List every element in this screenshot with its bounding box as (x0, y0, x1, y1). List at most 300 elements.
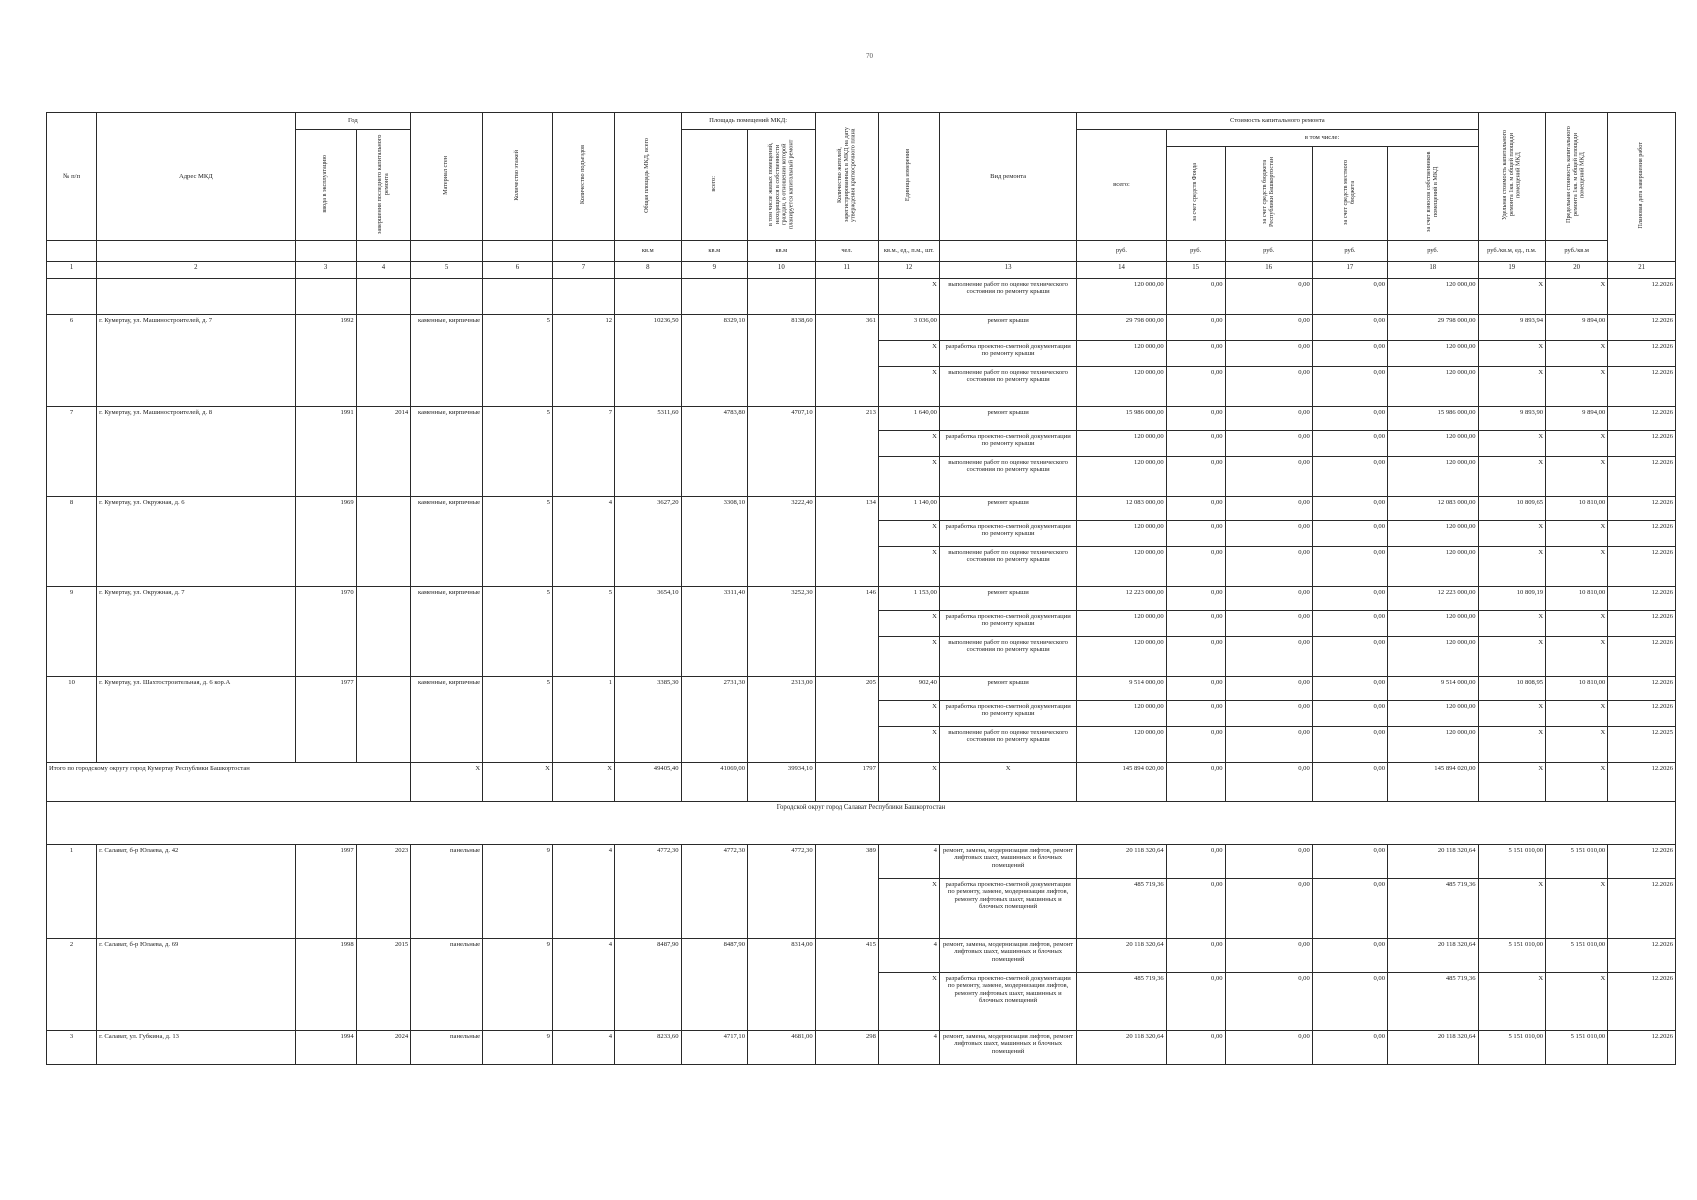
unit-cell: руб. (1312, 240, 1387, 261)
total-area: 5311,60 (615, 406, 682, 496)
unit-cost: X (1478, 762, 1546, 801)
limit-cost: 5 151 010,00 (1546, 844, 1608, 878)
entrances: 4 (552, 1030, 614, 1064)
limit-cost: X (1546, 278, 1608, 314)
year-built: 1998 (295, 938, 356, 1030)
x-mark: X (878, 878, 939, 938)
residents: 134 (815, 496, 878, 586)
address: г. Кумертау, ул. Машиностроителей, д. 7 (97, 314, 295, 406)
table-row (47, 314, 1676, 340)
col-header-work-type: Вид ремонта (939, 113, 1076, 241)
wall-material: панельные (411, 1030, 483, 1064)
cost-owners: 120 000,00 (1388, 340, 1479, 366)
work-type: разработка проектно-сметной документации по ремонту крыши (939, 610, 1076, 636)
cost-total: 145 894 020,00 (1077, 762, 1166, 801)
work-type: ремонт крыши (939, 406, 1076, 430)
cost-fund: 0,00 (1166, 366, 1225, 406)
premises-area: 3308,10 (681, 496, 748, 586)
limit-cost: X (1546, 878, 1608, 938)
total-area: 10236,50 (615, 314, 682, 406)
cost-total: 120 000,00 (1077, 340, 1166, 366)
section-row (47, 801, 1676, 844)
wall-material: каменные, кирпичные (411, 586, 483, 676)
wall-material: каменные, кирпичные (411, 676, 483, 762)
entrances: 4 (552, 496, 614, 586)
work-type: выполнение работ по оценке технического состояния по ремонту крыши (939, 726, 1076, 762)
wall-material: каменные, кирпичные (411, 406, 483, 496)
cost-local: 0,00 (1312, 938, 1387, 972)
cost-fund: 0,00 (1166, 938, 1225, 972)
cost-fund: 0,00 (1166, 636, 1225, 676)
cost-local: 0,00 (1312, 340, 1387, 366)
x-mark: X (878, 278, 939, 314)
cost-local: 0,00 (1312, 610, 1387, 636)
unit-cost: 10 809,19 (1478, 586, 1546, 610)
limit-cost: X (1546, 972, 1608, 1030)
cost-fund: 0,00 (1166, 676, 1225, 700)
deadline: 12.2026 (1608, 430, 1676, 456)
work-type: выполнение работ по оценке технического состояния по ремонту крыши (939, 456, 1076, 496)
unit-cost: X (1478, 278, 1546, 314)
col-header-local-budget: за счет средств местного бюджета (1342, 159, 1356, 225)
cost-total: 12 083 000,00 (1077, 496, 1166, 520)
year-built: 1997 (295, 844, 356, 938)
year-built: 1992 (295, 314, 356, 406)
area-for-repair: 4681,00 (748, 1030, 816, 1064)
cost-total: 485 719,36 (1077, 972, 1166, 1030)
limit-cost: 9 894,00 (1546, 406, 1608, 430)
table-row (47, 496, 1676, 520)
cost-rb: 0,00 (1225, 546, 1312, 586)
deadline: 12.2026 (1608, 496, 1676, 520)
col-header-fund: за счет средств Фонда (1191, 162, 1199, 222)
cost-owners: 120 000,00 (1388, 546, 1479, 586)
premises-area: 8329,10 (681, 314, 748, 406)
unit-cost: X (1478, 456, 1546, 496)
col-group-premises-area: Площадь помещений МКД: (681, 113, 815, 130)
entrances: 5 (552, 586, 614, 676)
col-header-entrances: Количество подъездов (579, 145, 587, 205)
col-header-residents: Количество жителей, зарегистрированных в МКД на дату утверждения краткосрочного плана (835, 127, 857, 223)
cost-owners: 15 986 000,00 (1388, 406, 1479, 430)
work-type: выполнение работ по оценке технического состояния по ремонту крыши (939, 546, 1076, 586)
area-for-repair: 4707,10 (748, 406, 816, 496)
cost-local: 0,00 (1312, 726, 1387, 762)
cost-owners: 12 223 000,00 (1388, 586, 1479, 610)
cost-total: 20 118 320,64 (1077, 938, 1166, 972)
work-type: ремонт крыши (939, 586, 1076, 610)
work-type: ремонт крыши (939, 496, 1076, 520)
year-last-repair (356, 314, 411, 406)
entrances: 4 (552, 938, 614, 1030)
floors: 9 (483, 1030, 553, 1064)
cost-owners: 145 894 020,00 (1388, 762, 1479, 801)
page-number: 70 (866, 52, 873, 60)
column-number: 1 (47, 261, 97, 278)
premises-area: 41069,00 (681, 762, 748, 801)
unit-cell: руб. (1388, 240, 1479, 261)
work-type: разработка проектно-сметной документации по ремонту крыши (939, 700, 1076, 726)
year-last-repair (356, 676, 411, 762)
quantity: 4 (878, 938, 939, 972)
work-type: разработка проектно-сметной документации по ремонту крыши (939, 430, 1076, 456)
column-number: 18 (1388, 261, 1479, 278)
cost-fund: 0,00 (1166, 844, 1225, 878)
cost-local: 0,00 (1312, 520, 1387, 546)
column-number: 13 (939, 261, 1076, 278)
limit-cost: X (1546, 456, 1608, 496)
year-last-repair: 2014 (356, 406, 411, 496)
cost-rb: 0,00 (1225, 938, 1312, 972)
address: г. Салават, ул. Губкина, д. 13 (97, 1030, 295, 1064)
cost-total: 120 000,00 (1077, 610, 1166, 636)
cost-fund: 0,00 (1166, 726, 1225, 762)
area-for-repair: 4772,30 (748, 844, 816, 938)
x-mark: X (878, 700, 939, 726)
column-number: 10 (748, 261, 816, 278)
x-mark: X (878, 456, 939, 496)
x-mark: X (878, 340, 939, 366)
total-area: 3385,30 (615, 676, 682, 762)
limit-cost: 10 810,00 (1546, 676, 1608, 700)
x-mark: X (878, 610, 939, 636)
column-number: 14 (1077, 261, 1166, 278)
row-number: 9 (47, 586, 97, 676)
cost-fund: 0,00 (1166, 340, 1225, 366)
address: г. Салават, б-р Юлаева, д. 69 (97, 938, 295, 1030)
col-header-year-built: ввода в эксплуатацию (321, 154, 329, 213)
residents: 205 (815, 676, 878, 762)
x-mark: X (939, 762, 1076, 801)
cost-rb: 0,00 (1225, 676, 1312, 700)
col-group-cost: Стоимость капитального ремонта (1077, 113, 1478, 130)
wall-material: панельные (411, 938, 483, 1030)
cost-local: 0,00 (1312, 456, 1387, 496)
cost-fund: 0,00 (1166, 700, 1225, 726)
area-for-repair: 3252,30 (748, 586, 816, 676)
deadline: 12.2026 (1608, 636, 1676, 676)
limit-cost: X (1546, 700, 1608, 726)
premises-area: 4783,80 (681, 406, 748, 496)
col-header-num: № п/п (47, 113, 97, 241)
residents: 298 (815, 1030, 878, 1064)
table-row (47, 844, 1676, 878)
entrances: 1 (552, 676, 614, 762)
cost-local: 0,00 (1312, 496, 1387, 520)
cost-local: 0,00 (1312, 586, 1387, 610)
cost-owners: 120 000,00 (1388, 366, 1479, 406)
x-mark: X (878, 430, 939, 456)
cost-fund: 0,00 (1166, 496, 1225, 520)
quantity: 1 640,00 (878, 406, 939, 430)
col-header-total-area: Общая площадь МКД, всего (643, 137, 651, 213)
cost-total: 20 118 320,64 (1077, 844, 1166, 878)
unit-cost: X (1478, 700, 1546, 726)
col-header-rb-budget: за счет средств бюджета Республики Башкортостан (1260, 157, 1275, 227)
unit-cost: X (1478, 340, 1546, 366)
cost-total: 9 514 000,00 (1077, 676, 1166, 700)
limit-cost: 5 151 010,00 (1546, 938, 1608, 972)
table-row (47, 278, 1676, 314)
column-number: 15 (1166, 261, 1225, 278)
cost-fund: 0,00 (1166, 314, 1225, 340)
work-type: ремонт, замена, модернизация лифтов, ремонт лифтовых шахт, машинных и блочных помещений (939, 844, 1076, 878)
row-number: 3 (47, 1030, 97, 1064)
work-type: выполнение работ по оценке технического состояния по ремонту крыши (939, 278, 1076, 314)
cost-owners: 120 000,00 (1388, 636, 1479, 676)
total-area: 8233,60 (615, 1030, 682, 1064)
quantity: 4 (878, 844, 939, 878)
deadline: 12.2025 (1608, 726, 1676, 762)
cost-total: 120 000,00 (1077, 546, 1166, 586)
cost-local: 0,00 (1312, 700, 1387, 726)
entrances: 12 (552, 314, 614, 406)
col-group-incl: в том числе: (1166, 130, 1478, 147)
col-group-year: Год (295, 113, 411, 130)
unit-cell: кв.м (615, 240, 682, 261)
cost-fund: 0,00 (1166, 1030, 1225, 1064)
area-for-repair: 3222,40 (748, 496, 816, 586)
limit-cost: X (1546, 546, 1608, 586)
cost-fund: 0,00 (1166, 406, 1225, 430)
total-area: 8487,90 (615, 938, 682, 1030)
cost-total: 120 000,00 (1077, 278, 1166, 314)
x-mark: X (552, 762, 614, 801)
cost-rb: 0,00 (1225, 1030, 1312, 1064)
table-row (47, 586, 1676, 610)
col-header-wall-material: Материал стен (442, 155, 450, 195)
total-area: 3627,20 (615, 496, 682, 586)
year-last-repair (356, 496, 411, 586)
unit-cost: X (1478, 878, 1546, 938)
unit-cost: 10 808,95 (1478, 676, 1546, 700)
unit-cell: руб. (1225, 240, 1312, 261)
residents: 389 (815, 844, 878, 938)
unit-cost: X (1478, 430, 1546, 456)
unit-cost: X (1478, 726, 1546, 762)
cost-total: 120 000,00 (1077, 636, 1166, 676)
year-last-repair (356, 586, 411, 676)
table-row (47, 938, 1676, 972)
cost-total: 120 000,00 (1077, 430, 1166, 456)
limit-cost: X (1546, 726, 1608, 762)
cost-local: 0,00 (1312, 676, 1387, 700)
cost-owners: 29 798 000,00 (1388, 314, 1479, 340)
cost-rb: 0,00 (1225, 314, 1312, 340)
column-number: 21 (1608, 261, 1676, 278)
cost-local: 0,00 (1312, 406, 1387, 430)
cost-rb: 0,00 (1225, 430, 1312, 456)
cost-rb: 0,00 (1225, 586, 1312, 610)
work-type: выполнение работ по оценке технического состояния по ремонту крыши (939, 366, 1076, 406)
column-number: 20 (1546, 261, 1608, 278)
quantity: 902,40 (878, 676, 939, 700)
x-mark: X (878, 972, 939, 1030)
cost-owners: 120 000,00 (1388, 456, 1479, 496)
deadline: 12.2026 (1608, 366, 1676, 406)
col-header-year-last-repair: завершения последнего капитального ремонта (375, 133, 390, 234)
total-label: Итого по городскому округу город Кумертау Республики Башкортостан (47, 762, 411, 801)
unit-cost: X (1478, 610, 1546, 636)
unit-cell: руб./кв.м, ед., п.м. (1478, 240, 1546, 261)
residents: 213 (815, 406, 878, 496)
cost-total: 485 719,36 (1077, 878, 1166, 938)
unit-cost: X (1478, 972, 1546, 1030)
col-header-owners: за счет взносов собственников помещений в МКД (1424, 151, 1439, 233)
year-built: 1977 (295, 676, 356, 762)
cost-owners: 12 083 000,00 (1388, 496, 1479, 520)
cost-fund: 0,00 (1166, 762, 1225, 801)
cost-total: 120 000,00 (1077, 726, 1166, 762)
deadline: 12.2026 (1608, 878, 1676, 938)
table-row (47, 676, 1676, 700)
limit-cost: X (1546, 430, 1608, 456)
quantity: 1 140,00 (878, 496, 939, 520)
cost-fund: 0,00 (1166, 972, 1225, 1030)
deadline: 12.2026 (1608, 1030, 1676, 1064)
deadline: 12.2026 (1608, 546, 1676, 586)
cost-total: 20 118 320,64 (1077, 1030, 1166, 1064)
cost-rb: 0,00 (1225, 520, 1312, 546)
column-number: 12 (878, 261, 939, 278)
cost-total: 120 000,00 (1077, 520, 1166, 546)
cost-owners: 20 118 320,64 (1388, 844, 1479, 878)
year-built: 1994 (295, 1030, 356, 1064)
year-last-repair: 2015 (356, 938, 411, 1030)
unit-cost: 10 809,65 (1478, 496, 1546, 520)
premises-area: 3311,40 (681, 586, 748, 676)
limit-cost: X (1546, 610, 1608, 636)
cost-local: 0,00 (1312, 366, 1387, 406)
year-last-repair: 2024 (356, 1030, 411, 1064)
cost-fund: 0,00 (1166, 610, 1225, 636)
column-number: 16 (1225, 261, 1312, 278)
cost-total: 120 000,00 (1077, 700, 1166, 726)
cost-local: 0,00 (1312, 546, 1387, 586)
year-last-repair: 2023 (356, 844, 411, 938)
deadline: 12.2026 (1608, 610, 1676, 636)
residents: 415 (815, 938, 878, 1030)
work-type: ремонт, замена, модернизация лифтов, ремонт лифтовых шахт, машинных и блочных помещений (939, 1030, 1076, 1064)
cost-owners: 120 000,00 (1388, 520, 1479, 546)
entrances: 4 (552, 844, 614, 938)
cost-fund: 0,00 (1166, 278, 1225, 314)
column-number: 5 (411, 261, 483, 278)
cost-owners: 120 000,00 (1388, 610, 1479, 636)
cost-total: 15 986 000,00 (1077, 406, 1166, 430)
floors: 9 (483, 938, 553, 1030)
work-type: выполнение работ по оценке технического состояния по ремонту крыши (939, 636, 1076, 676)
limit-cost: 9 894,00 (1546, 314, 1608, 340)
cost-rb: 0,00 (1225, 610, 1312, 636)
cost-fund: 0,00 (1166, 546, 1225, 586)
cost-owners: 9 514 000,00 (1388, 676, 1479, 700)
cost-owners: 120 000,00 (1388, 430, 1479, 456)
row-number: 6 (47, 314, 97, 406)
total-row (47, 762, 1676, 801)
deadline: 12.2026 (1608, 972, 1676, 1030)
cost-owners: 485 719,36 (1388, 878, 1479, 938)
entrances: 7 (552, 406, 614, 496)
floors: 5 (483, 314, 553, 406)
col-header-unit: Единица измерения (904, 148, 912, 202)
unit-cost: 5 151 010,00 (1478, 938, 1546, 972)
floors: 5 (483, 496, 553, 586)
deadline: 12.2026 (1608, 762, 1676, 801)
unit-cell: чел. (815, 240, 878, 261)
limit-cost: X (1546, 366, 1608, 406)
cost-rb: 0,00 (1225, 366, 1312, 406)
address: г. Кумертау, ул. Машиностроителей, д. 8 (97, 406, 295, 496)
cost-total: 12 223 000,00 (1077, 586, 1166, 610)
column-number: 11 (815, 261, 878, 278)
quantity: 3 036,00 (878, 314, 939, 340)
col-header-deadline: Плановая дата завершения работ (1637, 142, 1645, 229)
column-number: 2 (97, 261, 295, 278)
deadline: 12.2026 (1608, 938, 1676, 972)
floors: 5 (483, 406, 553, 496)
wall-material: каменные, кирпичные (411, 496, 483, 586)
unit-cost: X (1478, 636, 1546, 676)
year-built: 1969 (295, 496, 356, 586)
year-built: 1991 (295, 406, 356, 496)
cost-rb: 0,00 (1225, 496, 1312, 520)
deadline: 12.2026 (1608, 700, 1676, 726)
limit-cost: X (1546, 762, 1608, 801)
deadline: 12.2026 (1608, 844, 1676, 878)
deadline: 12.2026 (1608, 520, 1676, 546)
address: г. Кумертау, ул. Окружная, д. 7 (97, 586, 295, 676)
cost-rb: 0,00 (1225, 762, 1312, 801)
deadline: 12.2026 (1608, 456, 1676, 496)
cost-fund: 0,00 (1166, 456, 1225, 496)
cost-rb: 0,00 (1225, 726, 1312, 762)
area-for-repair: 8138,60 (748, 314, 816, 406)
deadline: 12.2026 (1608, 314, 1676, 340)
cost-fund: 0,00 (1166, 878, 1225, 938)
unit-cell: кв.м (748, 240, 816, 261)
cost-fund: 0,00 (1166, 430, 1225, 456)
unit-cell: кв.м (681, 240, 748, 261)
work-type: ремонт, замена, модернизация лифтов, ремонт лифтовых шахт, машинных и блочных помещений (939, 938, 1076, 972)
cost-owners: 120 000,00 (1388, 726, 1479, 762)
section-title: Городской округ город Салават Республики Башкортостан (47, 801, 1676, 844)
cost-rb: 0,00 (1225, 278, 1312, 314)
x-mark: X (878, 726, 939, 762)
x-mark: X (878, 546, 939, 586)
unit-cell: руб. (1077, 240, 1166, 261)
cost-owners: 120 000,00 (1388, 278, 1479, 314)
unit-cell: кв.м., ед., п.м., шт. (878, 240, 939, 261)
cost-rb: 0,00 (1225, 878, 1312, 938)
address: г. Кумертау, ул. Окружная, д. 6 (97, 496, 295, 586)
x-mark: X (878, 762, 939, 801)
deadline: 12.2026 (1608, 340, 1676, 366)
floors: 5 (483, 586, 553, 676)
col-header-unit-cost: Удельная стоимость капитального ремонта 1кв. м общей площади помещений МКД (1500, 129, 1522, 221)
x-mark: X (878, 366, 939, 406)
cost-fund: 0,00 (1166, 520, 1225, 546)
work-type: ремонт крыши (939, 676, 1076, 700)
total-area: 49405,40 (615, 762, 682, 801)
col-header-area-for-repair: в том числе жилых помещений, находящихся в собственности граждан, в отношении которой планируется капитальный ремонт (766, 138, 795, 229)
wall-material: каменные, кирпичные (411, 314, 483, 406)
unit-cost: X (1478, 520, 1546, 546)
work-type: разработка проектно-сметной документации по ремонту крыши (939, 340, 1076, 366)
cost-owners: 20 118 320,64 (1388, 938, 1479, 972)
deadline: 12.2026 (1608, 586, 1676, 610)
x-mark: X (878, 636, 939, 676)
